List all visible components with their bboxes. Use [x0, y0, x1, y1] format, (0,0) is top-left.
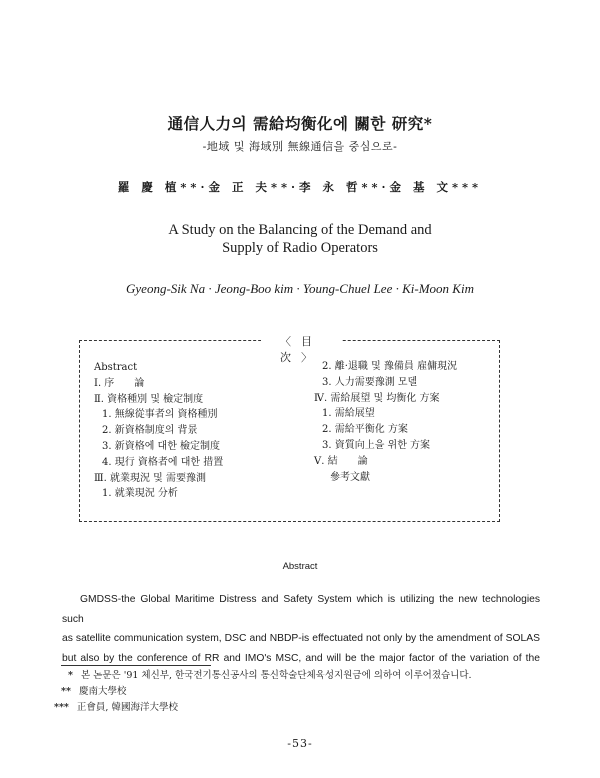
- toc-item: 1. 就業現況 分析: [102, 488, 178, 500]
- abstract-line: as satellite communication system, DSC and NBDP-is effectuated not only by the amendment of SOLAS: [62, 633, 540, 645]
- toc-item: Ⅲ. 就業現況 및 需要豫測: [94, 472, 207, 484]
- toc-item: 2. 離·退職 및 豫備員 雇傭現況: [322, 361, 458, 372]
- footnote: [61, 684, 126, 700]
- footnote-mark: ***: [54, 702, 69, 713]
- toc-item: 2. 新資格制度의 背景: [102, 425, 198, 437]
- toc-item: Ⅳ. 需給展望 및 均衡化 方案: [314, 392, 440, 404]
- abstract-heading: Abstract: [282, 561, 318, 572]
- authors-korean: 羅 慶 植**·金 正 夫**·李 永 哲**·金 基 文***: [117, 180, 483, 194]
- abstract-body: [62, 590, 540, 668]
- authors-english: Gyeong-Sik Na · Jeong-Boo kim · Young-Chuel Lee · Ki-Moon Kim: [126, 281, 474, 296]
- toc-item: 參考文獻: [330, 471, 370, 483]
- toc-title: 〈目 次〉: [261, 333, 341, 365]
- toc-right-column: [314, 359, 457, 485]
- toc-item: 3. 資質向上을 위한 方案: [322, 439, 431, 451]
- paper-title-english-line2: Supply of Radio Operators: [222, 240, 378, 256]
- paper-title-english-line1: A Study on the Balancing of the Demand and: [168, 222, 432, 238]
- toc-item: 1. 需給展望: [322, 408, 375, 420]
- footnote-mark: *: [68, 670, 73, 681]
- footnote: [68, 668, 472, 684]
- footnote: [54, 700, 178, 716]
- toc-item: 3. 新資格에 대한 檢定制度: [102, 440, 221, 452]
- paper-title-korean: 通信人力의 需給均衡化에 關한 研究*: [167, 114, 433, 133]
- abstract-line: GMDSS-the Global Maritime Distress and Safety System which is utilizing the new technologies such: [62, 594, 540, 625]
- toc-item: Ⅱ. 資格種別 및 檢定制度: [94, 393, 204, 405]
- paper-subtitle-korean: -地域 및 海域別 無線通信을 중심으로-: [202, 140, 398, 153]
- footnote-text: 본 논문은 '91 체신부, 한국전기통신공사의 통신학술단체육성지원금에 의하여 이루어졌습니다.: [80, 670, 472, 681]
- footnote-text: 慶南大學校: [78, 686, 127, 697]
- toc-item: Abstract: [94, 362, 138, 373]
- toc-item: 1. 無線從事者의 資格種別: [102, 409, 218, 421]
- toc-left-column: [94, 360, 223, 502]
- toc-item: 2. 需給平衡化 方案: [322, 424, 408, 436]
- toc-item: 3. 人力需要豫測 모델: [322, 376, 418, 388]
- toc-item: 4. 現行 資格者에 대한 措置: [102, 456, 224, 468]
- toc-item: Ⅴ. 結 論: [314, 455, 368, 467]
- toc-item: Ⅰ. 序 論: [94, 377, 145, 389]
- page-number: -53-: [287, 737, 313, 750]
- footnote-text: 正會員, 韓國海洋大學校: [76, 702, 178, 713]
- abstract-line: but also by the conference of RR and IMO's MSC, and will be the major factor of the variation of the: [62, 652, 540, 664]
- footnote-mark: **: [61, 686, 71, 697]
- footnote-divider: [61, 665, 211, 666]
